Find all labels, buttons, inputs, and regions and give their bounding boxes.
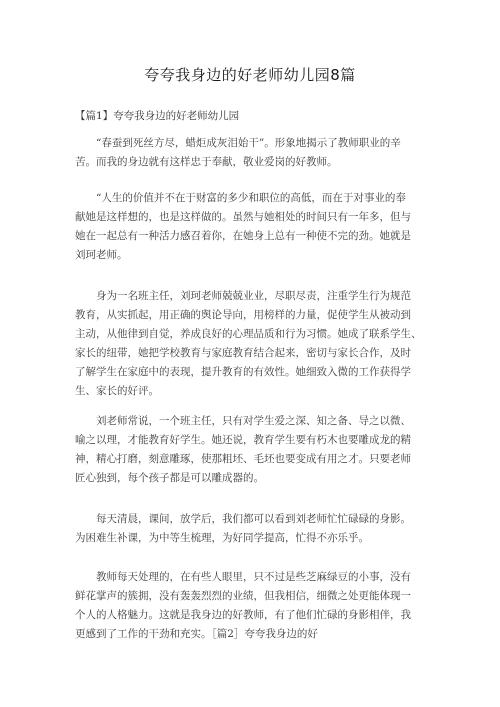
paragraph: “春蚕到死丝方尽，蜡炬成灰泪始干”。形象地揭示了教师职业的辛 苦。而我的身边就有这样忠于奉献，敬业爱岗的好教师。: [75, 137, 401, 168]
paragraph: “人生的价值并不在于财富的多少和职位的高低，而在于对事业的奉 献她是这样想的，也是这样做的。虽然与她相处的时间只有一年多，但与 她在一起总有一种活力感召着你，在她身上总有一种使不完的劲。她就是 刘珂老师。: [75, 192, 411, 261]
paragraph: 身为一名班主任，刘珂老师兢兢业业，尽职尽责，注重学生行为规范 教育，从实抓起，用正确的舆论导向，用榜样的力量，促使学生从被动到 主动，从他律到自觉，养成良好的心理品质和行为习惯。她成了联系学生、 家长的纽带，她把学校教育与家庭教育结合起来，密切与家长合作，及时 了解学生在家庭中的表现，提升教育的有效性。她细致入微的工作获得学 生、家长的好评。: [75, 290, 422, 397]
document-title: 夸夸我身边的好老师幼儿园8篇: [144, 66, 356, 84]
paragraph: 教师每天处理的，在有些人眼里，只不过是些芝麻绿豆的小事，没有 鲜花掌声的簇拥，没有轰轰烈烈的业绩，但我相信，细微之处更能体现一 个人的人格魅力。这就是我身边的好教师，有了他们忙碌的身影相伴，我 更感到了工作的干劲和充实。［篇2］夸夸我身边的好: [75, 571, 411, 640]
paragraph: 刘老师常说，一个班主任，只有对学生爱之深、知之备、导之以微、 喻之以理，才能教育好学生。她还说，教育学生要有朽木也要雕成龙的精 神，精心打磨，刻意雕琢，使那粗坯、毛坯也要变成有用之才。只要老师 匠心独到，每个孩子都是可以雕成器的。: [75, 415, 411, 484]
paragraph: 每天清晨，课间，放学后，我们都可以看到刘老师忙忙碌碌的身影。 为困难生补课，为中等生梳理，为好同学提高，忙得不亦乐乎。: [75, 513, 411, 544]
section-heading: 【篇1】夸夸我身边的好老师幼儿园: [75, 110, 240, 122]
